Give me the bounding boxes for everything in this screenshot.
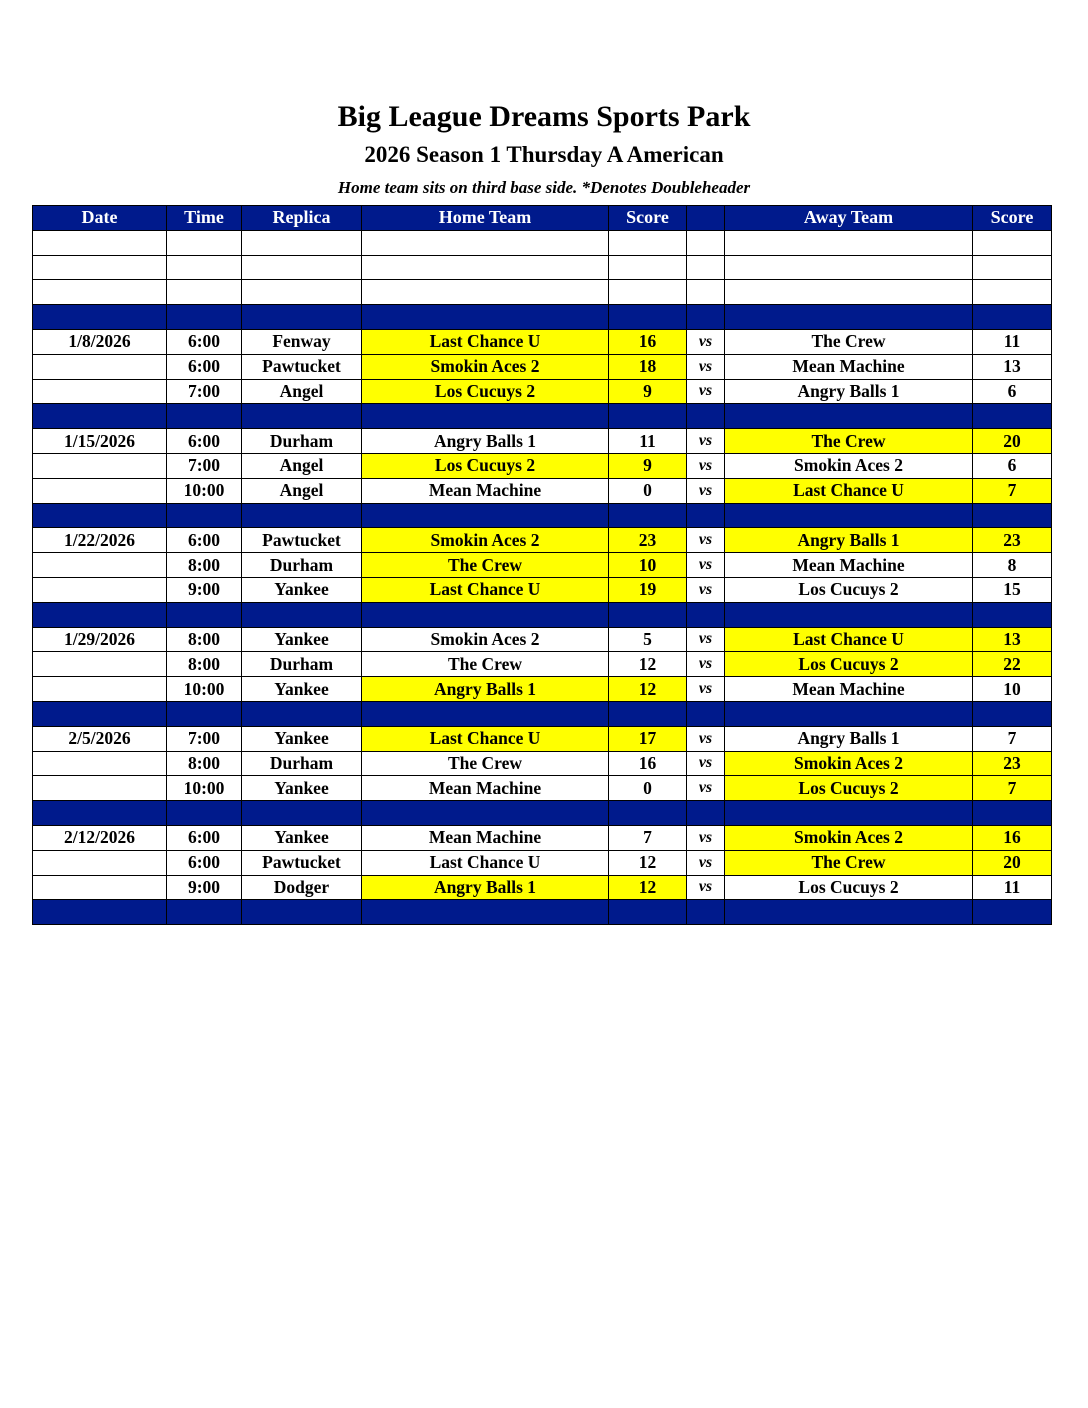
vs-label: vs	[687, 429, 725, 454]
away-score: 23	[973, 751, 1052, 776]
blank-row-cell	[973, 255, 1052, 280]
separator-row-cell	[167, 404, 242, 429]
home-team: Last Chance U	[362, 726, 609, 751]
game-row	[33, 379, 1052, 404]
separator-row-cell	[687, 503, 725, 528]
game-date	[33, 577, 167, 602]
blank-row-cell	[687, 280, 725, 305]
home-team: The Crew	[362, 652, 609, 677]
away-score: 11	[973, 329, 1052, 354]
separator-row-cell	[242, 404, 362, 429]
vs-label: vs	[687, 478, 725, 503]
separator-row-cell	[242, 701, 362, 726]
separator-row-cell	[33, 503, 167, 528]
schedule-note: Home team sits on third base side. *Denotes Doubleheader	[337, 178, 751, 197]
game-time: 7:00	[167, 726, 242, 751]
blank-row-cell	[242, 280, 362, 305]
away-team: Los Cucuys 2	[725, 577, 973, 602]
away-team: Smokin Aces 2	[725, 825, 973, 850]
separator-row-cell	[973, 305, 1052, 330]
blank-row-cell	[33, 230, 167, 255]
separator-row-cell	[33, 305, 167, 330]
col-home-score: Score	[609, 206, 687, 231]
home-team: Last Chance U	[362, 329, 609, 354]
home-score: 16	[609, 329, 687, 354]
game-date	[33, 875, 167, 900]
home-score: 19	[609, 577, 687, 602]
game-date: 1/15/2026	[33, 429, 167, 454]
home-team: Last Chance U	[362, 577, 609, 602]
away-team: Angry Balls 1	[725, 528, 973, 553]
separator-row-cell	[609, 602, 687, 627]
blank-row-cell	[362, 280, 609, 305]
blank-row-cell	[167, 280, 242, 305]
game-time: 8:00	[167, 627, 242, 652]
separator-row-cell	[33, 801, 167, 826]
away-team: Mean Machine	[725, 677, 973, 702]
away-score: 23	[973, 528, 1052, 553]
separator-row-cell	[725, 404, 973, 429]
blank-row-cell	[725, 255, 973, 280]
col-away-team: Away Team	[725, 206, 973, 231]
blank-row-cell	[609, 280, 687, 305]
game-time: 6:00	[167, 429, 242, 454]
game-replica: Pawtucket	[242, 354, 362, 379]
home-score: 23	[609, 528, 687, 553]
separator-row-cell	[362, 503, 609, 528]
home-team: Smokin Aces 2	[362, 354, 609, 379]
away-score: 22	[973, 652, 1052, 677]
separator-row-cell	[362, 801, 609, 826]
blank-row-cell	[973, 230, 1052, 255]
separator-row-cell	[973, 503, 1052, 528]
away-team: Mean Machine	[725, 354, 973, 379]
game-date	[33, 478, 167, 503]
separator-row-cell	[725, 801, 973, 826]
separator-row-cell	[725, 900, 973, 925]
home-score: 16	[609, 751, 687, 776]
home-score: 12	[609, 677, 687, 702]
game-row	[33, 354, 1052, 379]
separator-row-cell	[687, 305, 725, 330]
blank-row-cell	[33, 280, 167, 305]
game-replica: Dodger	[242, 875, 362, 900]
vs-label: vs	[687, 875, 725, 900]
away-team: Angry Balls 1	[725, 726, 973, 751]
game-row	[33, 329, 1052, 354]
game-row	[33, 825, 1052, 850]
away-score: 7	[973, 478, 1052, 503]
game-time: 8:00	[167, 751, 242, 776]
home-team: Angry Balls 1	[362, 677, 609, 702]
separator-row-cell	[609, 404, 687, 429]
game-row	[33, 677, 1052, 702]
vs-label: vs	[687, 329, 725, 354]
game-row	[33, 627, 1052, 652]
separator-row-cell	[609, 701, 687, 726]
blank-row-cell	[687, 255, 725, 280]
separator-row-cell	[33, 900, 167, 925]
away-score: 13	[973, 627, 1052, 652]
separator-row-cell	[609, 503, 687, 528]
home-score: 7	[609, 825, 687, 850]
vs-label: vs	[687, 354, 725, 379]
blank-row-cell	[242, 255, 362, 280]
vs-label: vs	[687, 553, 725, 578]
separator-row-cell	[609, 900, 687, 925]
game-replica: Yankee	[242, 726, 362, 751]
blank-row-cell	[609, 230, 687, 255]
game-date: 1/22/2026	[33, 528, 167, 553]
separator-row-cell	[362, 701, 609, 726]
game-time: 6:00	[167, 329, 242, 354]
vs-label: vs	[687, 751, 725, 776]
home-score: 17	[609, 726, 687, 751]
away-team: The Crew	[725, 329, 973, 354]
game-date	[33, 776, 167, 801]
game-date	[33, 652, 167, 677]
separator-row-cell	[362, 900, 609, 925]
home-score: 12	[609, 850, 687, 875]
game-replica: Pawtucket	[242, 850, 362, 875]
vs-label: vs	[687, 850, 725, 875]
game-row	[33, 875, 1052, 900]
game-time: 8:00	[167, 652, 242, 677]
blank-row	[33, 230, 1052, 255]
blank-row-cell	[725, 280, 973, 305]
game-replica: Yankee	[242, 577, 362, 602]
header-row	[33, 206, 1052, 231]
separator-row	[33, 404, 1052, 429]
game-date	[33, 453, 167, 478]
blank-row-cell	[362, 255, 609, 280]
separator-row-cell	[687, 900, 725, 925]
game-row	[33, 850, 1052, 875]
game-row	[33, 726, 1052, 751]
separator-row-cell	[33, 701, 167, 726]
blank-row	[33, 255, 1052, 280]
schedule-body	[33, 230, 1052, 924]
away-score: 6	[973, 453, 1052, 478]
away-team: Los Cucuys 2	[725, 776, 973, 801]
col-replica: Replica	[242, 206, 362, 231]
separator-row-cell	[973, 900, 1052, 925]
home-score: 0	[609, 776, 687, 801]
game-time: 6:00	[167, 528, 242, 553]
home-team: Smokin Aces 2	[362, 627, 609, 652]
home-score: 12	[609, 652, 687, 677]
separator-row-cell	[167, 503, 242, 528]
game-time: 10:00	[167, 677, 242, 702]
separator-row	[33, 305, 1052, 330]
home-score: 10	[609, 553, 687, 578]
game-replica: Durham	[242, 553, 362, 578]
game-date	[33, 850, 167, 875]
separator-row-cell	[167, 900, 242, 925]
blank-row-cell	[609, 255, 687, 280]
home-team: Mean Machine	[362, 776, 609, 801]
blank-row-cell	[167, 230, 242, 255]
game-date	[33, 354, 167, 379]
home-score: 11	[609, 429, 687, 454]
away-team: Angry Balls 1	[725, 379, 973, 404]
away-score: 8	[973, 553, 1052, 578]
game-replica: Angel	[242, 453, 362, 478]
game-time: 10:00	[167, 478, 242, 503]
separator-row-cell	[362, 404, 609, 429]
separator-row-cell	[33, 404, 167, 429]
away-score: 20	[973, 429, 1052, 454]
game-replica: Angel	[242, 478, 362, 503]
game-replica: Yankee	[242, 825, 362, 850]
game-replica: Yankee	[242, 627, 362, 652]
away-team: Mean Machine	[725, 553, 973, 578]
separator-row	[33, 602, 1052, 627]
col-away-score: Score	[973, 206, 1052, 231]
game-replica: Yankee	[242, 677, 362, 702]
separator-row-cell	[33, 602, 167, 627]
home-score: 0	[609, 478, 687, 503]
vs-label: vs	[687, 379, 725, 404]
game-row	[33, 528, 1052, 553]
separator-row-cell	[725, 701, 973, 726]
vs-label: vs	[687, 677, 725, 702]
away-team: Los Cucuys 2	[725, 875, 973, 900]
away-score: 7	[973, 776, 1052, 801]
separator-row-cell	[242, 900, 362, 925]
col-home-team: Home Team	[362, 206, 609, 231]
away-score: 10	[973, 677, 1052, 702]
separator-row-cell	[609, 801, 687, 826]
home-score: 5	[609, 627, 687, 652]
away-score: 15	[973, 577, 1052, 602]
separator-row-cell	[973, 602, 1052, 627]
home-score: 12	[609, 875, 687, 900]
game-replica: Durham	[242, 652, 362, 677]
vs-label: vs	[687, 528, 725, 553]
game-date: 1/29/2026	[33, 627, 167, 652]
separator-row	[33, 900, 1052, 925]
home-team: Los Cucuys 2	[362, 379, 609, 404]
game-row	[33, 478, 1052, 503]
away-team: Smokin Aces 2	[725, 453, 973, 478]
game-row	[33, 577, 1052, 602]
game-date	[33, 553, 167, 578]
blank-row-cell	[973, 280, 1052, 305]
away-team: Last Chance U	[725, 627, 973, 652]
game-date	[33, 379, 167, 404]
separator-row-cell	[242, 801, 362, 826]
game-replica: Pawtucket	[242, 528, 362, 553]
game-replica: Durham	[242, 429, 362, 454]
separator-row-cell	[687, 701, 725, 726]
game-date	[33, 677, 167, 702]
home-score: 9	[609, 453, 687, 478]
game-time: 7:00	[167, 379, 242, 404]
separator-row-cell	[362, 305, 609, 330]
page-title: Big League Dreams Sports Park	[337, 100, 751, 133]
separator-row	[33, 801, 1052, 826]
game-date	[33, 751, 167, 776]
game-time: 6:00	[167, 825, 242, 850]
page-subtitle: 2026 Season 1 Thursday A American	[364, 142, 724, 167]
away-score: 7	[973, 726, 1052, 751]
vs-label: vs	[687, 825, 725, 850]
away-score: 11	[973, 875, 1052, 900]
home-score: 9	[609, 379, 687, 404]
game-time: 8:00	[167, 553, 242, 578]
away-team: The Crew	[725, 850, 973, 875]
away-score: 16	[973, 825, 1052, 850]
away-score: 13	[973, 354, 1052, 379]
blank-row-cell	[33, 255, 167, 280]
separator-row-cell	[687, 404, 725, 429]
col-date: Date	[33, 206, 167, 231]
game-date: 2/5/2026	[33, 726, 167, 751]
vs-label: vs	[687, 726, 725, 751]
separator-row	[33, 701, 1052, 726]
game-row	[33, 652, 1052, 677]
away-score: 20	[973, 850, 1052, 875]
home-team: Los Cucuys 2	[362, 453, 609, 478]
col-time: Time	[167, 206, 242, 231]
vs-label: vs	[687, 627, 725, 652]
home-team: The Crew	[362, 751, 609, 776]
blank-row-cell	[362, 230, 609, 255]
separator-row-cell	[609, 305, 687, 330]
separator-row-cell	[242, 503, 362, 528]
game-date: 2/12/2026	[33, 825, 167, 850]
blank-row-cell	[242, 230, 362, 255]
game-replica: Durham	[242, 751, 362, 776]
separator-row-cell	[973, 701, 1052, 726]
blank-row	[33, 280, 1052, 305]
home-team: The Crew	[362, 553, 609, 578]
game-time: 7:00	[167, 453, 242, 478]
away-team: Last Chance U	[725, 478, 973, 503]
game-time: 10:00	[167, 776, 242, 801]
separator-row-cell	[725, 305, 973, 330]
vs-label: vs	[687, 453, 725, 478]
game-replica: Yankee	[242, 776, 362, 801]
game-row	[33, 453, 1052, 478]
blank-row-cell	[725, 230, 973, 255]
game-time: 6:00	[167, 354, 242, 379]
home-score: 18	[609, 354, 687, 379]
separator-row-cell	[973, 404, 1052, 429]
game-time: 6:00	[167, 850, 242, 875]
col-vs	[687, 206, 725, 231]
home-team: Angry Balls 1	[362, 875, 609, 900]
vs-label: vs	[687, 577, 725, 602]
game-date: 1/8/2026	[33, 329, 167, 354]
vs-label: vs	[687, 776, 725, 801]
blank-row-cell	[167, 255, 242, 280]
game-row	[33, 751, 1052, 776]
away-team: Smokin Aces 2	[725, 751, 973, 776]
separator-row-cell	[362, 602, 609, 627]
separator-row-cell	[687, 602, 725, 627]
home-team: Smokin Aces 2	[362, 528, 609, 553]
game-row	[33, 553, 1052, 578]
game-row	[33, 429, 1052, 454]
away-score: 6	[973, 379, 1052, 404]
game-row	[33, 776, 1052, 801]
away-team: Los Cucuys 2	[725, 652, 973, 677]
game-replica: Fenway	[242, 329, 362, 354]
blank-row-cell	[687, 230, 725, 255]
game-time: 9:00	[167, 577, 242, 602]
separator-row-cell	[242, 602, 362, 627]
home-team: Mean Machine	[362, 825, 609, 850]
vs-label: vs	[687, 652, 725, 677]
separator-row-cell	[725, 602, 973, 627]
separator-row	[33, 503, 1052, 528]
home-team: Last Chance U	[362, 850, 609, 875]
separator-row-cell	[725, 503, 973, 528]
separator-row-cell	[167, 305, 242, 330]
home-team: Angry Balls 1	[362, 429, 609, 454]
away-team: The Crew	[725, 429, 973, 454]
home-team: Mean Machine	[362, 478, 609, 503]
separator-row-cell	[167, 801, 242, 826]
game-replica: Angel	[242, 379, 362, 404]
separator-row-cell	[242, 305, 362, 330]
schedule-table	[32, 205, 1052, 925]
separator-row-cell	[167, 602, 242, 627]
game-time: 9:00	[167, 875, 242, 900]
separator-row-cell	[167, 701, 242, 726]
separator-row-cell	[687, 801, 725, 826]
separator-row-cell	[973, 801, 1052, 826]
